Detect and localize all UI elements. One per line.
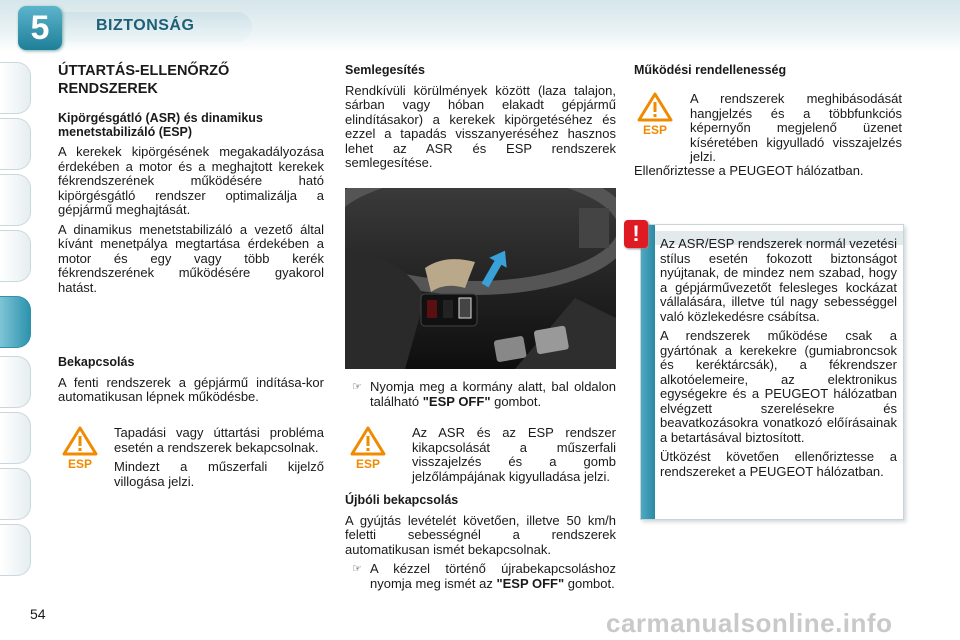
- dashboard-photo: [345, 188, 616, 369]
- warning-text-2: A rendszerek működése csak a gyártónak a kerekekre (gumiabroncsok és keréktárcsák), a fékrendszer alkotóelemeire, az elektronikus egységekre és a PEUGEOT hálózatban elvégzett szerelésekre és beavatkozásokra vonatkozó előírásainak a betartásával biztosított.: [660, 328, 897, 445]
- malfunction-title: Működési rendellenesség: [634, 63, 787, 77]
- warning-box: [640, 224, 904, 520]
- chapter-tab-1[interactable]: [0, 62, 31, 114]
- esp-icon-label: ESP: [67, 457, 93, 470]
- chapter-tab-8[interactable]: [0, 468, 31, 520]
- chapter-tab-6[interactable]: [0, 356, 31, 408]
- paragraph-asr: A kerekek kipörgésének megakadályozása érdekében a motor és a meghajtott kerekek fékrendszerének működésére ható kipörgésgátló rendszer optimalizálja a gépjármű meghajtását.: [58, 144, 324, 217]
- semlegesites-title: Semlegesítés: [345, 63, 425, 77]
- chapter-tab-9[interactable]: [0, 524, 31, 576]
- check-network-text: Ellenőriztesse a PEUGEOT hálózatban.: [634, 163, 864, 178]
- chapter-tab-4[interactable]: [0, 230, 31, 282]
- chapter-tab-5-active[interactable]: [0, 296, 31, 348]
- semlegesites-text: Rendkívüli körülmények között (laza talajon, sárban vagy hóban elakadt gépjármű elindításakor) a kerekek kipörgetéséhez és ezzel a tapadás visszanyeréséhez hasznos lehet az ASR és ESP rendszerek semlegesítése.: [345, 82, 616, 170]
- page-title[interactable]: BIZTONSÁG: [96, 17, 195, 34]
- esp-off-text: Az ASR és az ESP rendszer kikapcsolását a műszerfali visszajelzés és a gomb jelzőlámpájának kigyulladása jelzi.: [412, 425, 616, 484]
- esp-on-text: Tapadási vagy úttartási probléma esetén a rendszerek bekapcsolnak.: [114, 425, 324, 455]
- esp-warning-icon: [637, 92, 673, 136]
- ujboli-title: Újbóli bekapcsolás: [345, 493, 459, 507]
- warning-text-3: Ütközést követően ellenőriztesse a rendszereket a PEUGEOT hálózatban.: [660, 449, 897, 479]
- check-network: [634, 164, 904, 184]
- reactivation-block: Újbóli bekapcsolás A gyújtás levételét követően, illetve 50 km/h feletti sebességnél a rendszerek automatikusan ismét bekapcsolnak. ☞ A kézzel történő újrabekapcsoláshoz nyomja meg ismét az "ESP OFF" gombot.: [345, 493, 616, 591]
- esp-warning-icon: [62, 426, 98, 470]
- esp-icon-label: ESP: [642, 123, 668, 136]
- esp-icon-label: ESP: [355, 457, 381, 470]
- column-3: [634, 64, 904, 78]
- chapter-tab-2[interactable]: [0, 118, 31, 170]
- page-number: 54: [30, 606, 46, 622]
- chapter-tab-3[interactable]: [0, 174, 31, 226]
- watermark: carmanualsonline.info: [606, 608, 893, 638]
- column-2: [345, 64, 616, 176]
- subsection-title: Kipörgésgátló (ASR) és dinamikus menetstabilizáló (ESP): [58, 111, 263, 139]
- paragraph-esp: A dinamikus menetstabilizáló a vezető által kívánt menetpálya megtartása érdekében a motor és egy vagy több kerék fékrendszerének működésére gyakorol hatást.: [58, 221, 324, 295]
- esp-blink-text: Mindezt a műszerfali kijelző villogása jelzi.: [114, 459, 324, 489]
- warning-exclamation-icon: !: [624, 220, 648, 248]
- malfunction-text: A rendszerek meghibásodását hangjelzés és a többfunkciós képernyőn megjelenő üzenet kíséretében kigyulladó visszajelzés jelzi.: [690, 91, 902, 164]
- ujboli-text: A gyújtás levételét követően, illetve 50 km/h feletti sebességnél a rendszerek automatikusan ismét bekapcsolnak.: [345, 512, 616, 557]
- malfunction-note: [690, 92, 902, 170]
- bekapcsolas-block: [58, 356, 324, 410]
- bekapcsolas-text: A fenti rendszerek a gépjármű indítása-kor automatikusan lépnek működésbe.: [58, 374, 324, 404]
- warning-content: [660, 237, 897, 484]
- esp-off-button-label: "ESP OFF": [422, 393, 491, 409]
- chapter-number: 5: [18, 6, 62, 50]
- dashboard-illustration: [345, 188, 616, 369]
- warning-box-strip: [641, 225, 655, 519]
- esp-warning-icon: [350, 426, 386, 470]
- bullet-icon: ☞: [352, 381, 362, 393]
- bekapcsolas-title: Bekapcsolás: [58, 355, 135, 369]
- esp-off-instruction: ☞ Nyomja meg a kormány alatt, bal oldalon található "ESP OFF" gombot.: [352, 379, 616, 409]
- warning-text-1: Az ASR/ESP rendszerek normál vezetési stílus esetén fokozott biztonságot nyújtanak, de mindez nem szabad, hogy a gépjárművezetőt felesleges kockázat vállalására, illetve túl nagy sebességgel való közlekedésre csábítsa.: [660, 236, 897, 324]
- section-title: ÚTTARTÁS-ELLENŐRZŐ RENDSZEREK: [58, 63, 230, 97]
- esp-off-note: [412, 426, 616, 489]
- bullet-icon: ☞: [352, 563, 362, 575]
- column-1: [58, 62, 324, 300]
- esp-on-note: [114, 426, 324, 494]
- chapter-tab-7[interactable]: [0, 412, 31, 464]
- esp-off-button-label: "ESP OFF": [496, 575, 565, 591]
